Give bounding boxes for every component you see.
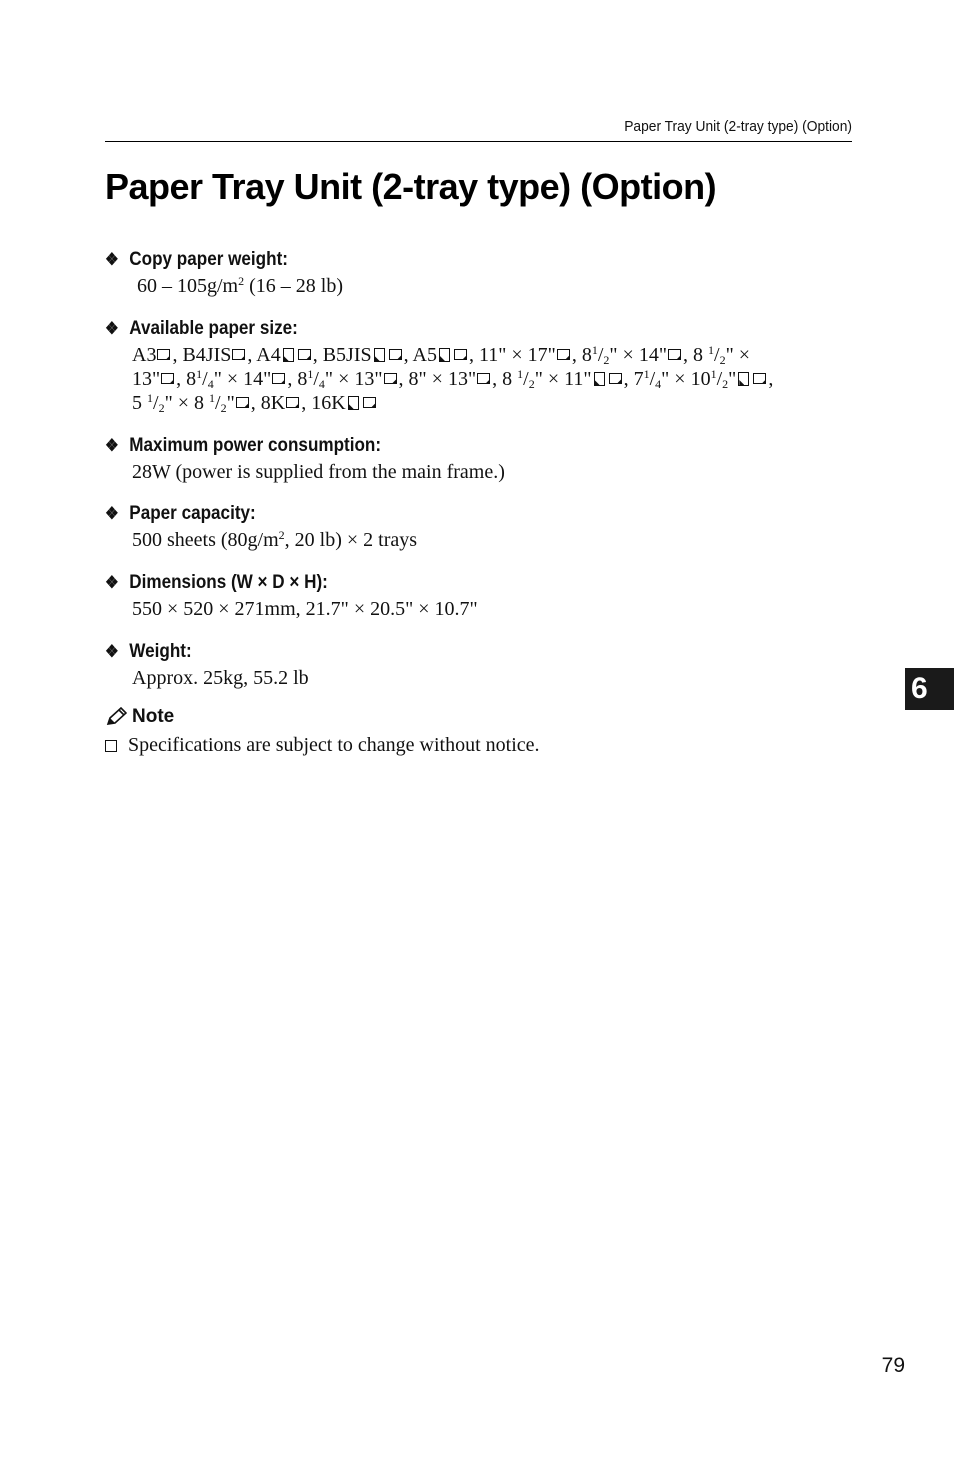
section-body [132, 343, 855, 415]
section-body: 550 × 520 × 271mm, 21.7" × 20.5" × 10.7" [132, 598, 478, 620]
section-weight [105, 640, 855, 690]
paper-landscape-icon [157, 348, 171, 363]
section-heading: Copy paper weight: [129, 249, 288, 270]
paper-landscape-icon [477, 372, 491, 387]
section-heading: Available paper size: [129, 318, 298, 339]
paper-portrait-icon [593, 372, 607, 387]
running-head: Paper Tray Unit (2-tray type) (Option) [624, 118, 852, 135]
pencil-icon [105, 707, 127, 727]
section-heading: Maximum power consumption: [129, 435, 382, 456]
header-rule [105, 141, 852, 142]
section-paper-capacity [105, 502, 855, 552]
section-body: 500 sheets ($80g/m^2$, 20 lb) × 2 trays [132, 528, 418, 551]
note-block [105, 706, 855, 757]
note-heading: Note [132, 706, 175, 727]
page-number: 79 [881, 1354, 905, 1377]
section-heading: Dimensions (W × D × H): [129, 572, 328, 593]
page-title: Paper Tray Unit (2-tray type) (Option) [105, 166, 717, 207]
checkbox-icon [105, 740, 117, 752]
paper-landscape-icon [557, 348, 571, 363]
diamond-bullet-icon: ❖ [105, 573, 119, 592]
paper-landscape-icon [389, 348, 403, 363]
section-body: Approx. 25kg, 55.2 lb [132, 667, 309, 689]
paper-landscape-icon [753, 372, 767, 387]
diamond-bullet-icon: ❖ [105, 436, 119, 455]
paper-landscape-icon [668, 348, 682, 363]
diamond-bullet-icon: ❖ [105, 504, 119, 523]
section-max-power [105, 434, 855, 484]
chapter-tab: 6 [905, 668, 954, 710]
paper-landscape-icon [298, 348, 312, 363]
diamond-bullet-icon: ❖ [105, 319, 119, 338]
paper-landscape-icon [161, 372, 175, 387]
paper-landscape-icon [286, 396, 300, 411]
paper-size-line-2: 13" , $8^1/_4$" × 14" , $8^1/_4$" × 13" , 8" × 13" , 8 $^1/_2$" × 11" , $7^1/_4$" × $10^1/_2$" , [132, 367, 774, 391]
section-body: $60 - 105g/m^2$ (16 – 28 lb) [137, 274, 344, 297]
paper-portrait-icon [373, 348, 387, 363]
section-available-paper-size [105, 317, 855, 415]
paper-landscape-icon [272, 372, 286, 387]
paper-landscape-icon [363, 396, 377, 411]
diamond-bullet-icon: ❖ [105, 642, 119, 661]
paper-portrait-icon [282, 348, 296, 363]
paper-portrait-icon [438, 348, 452, 363]
diamond-bullet-icon: ❖ [105, 250, 119, 269]
paper-size-line-1: A3 , B4JIS , A4 , B5JIS , A5 , 11" × 17" , $8^1/_2$" × 14" , 8 $^1/_2$" × [132, 343, 751, 367]
note-item [105, 734, 855, 757]
paper-portrait-icon [737, 372, 751, 387]
note-item-text: Specifications are subject to change without notice. [128, 734, 540, 756]
paper-landscape-icon [454, 348, 468, 363]
section-dimensions [105, 571, 855, 621]
paper-landscape-icon [609, 372, 623, 387]
paper-landscape-icon [236, 396, 250, 411]
section-heading: Weight: [129, 641, 192, 662]
paper-portrait-icon [347, 396, 361, 411]
section-heading: Paper capacity: [129, 503, 256, 524]
paper-landscape-icon [232, 348, 246, 363]
section-body: 28W (power is supplied from the main frame.) [132, 461, 505, 483]
paper-landscape-icon [384, 372, 398, 387]
section-copy-paper-weight [105, 248, 855, 298]
paper-size-line-3: 5 $^1/_2$" × 8 $^1/_2$" , 8K , 16K [132, 391, 855, 415]
